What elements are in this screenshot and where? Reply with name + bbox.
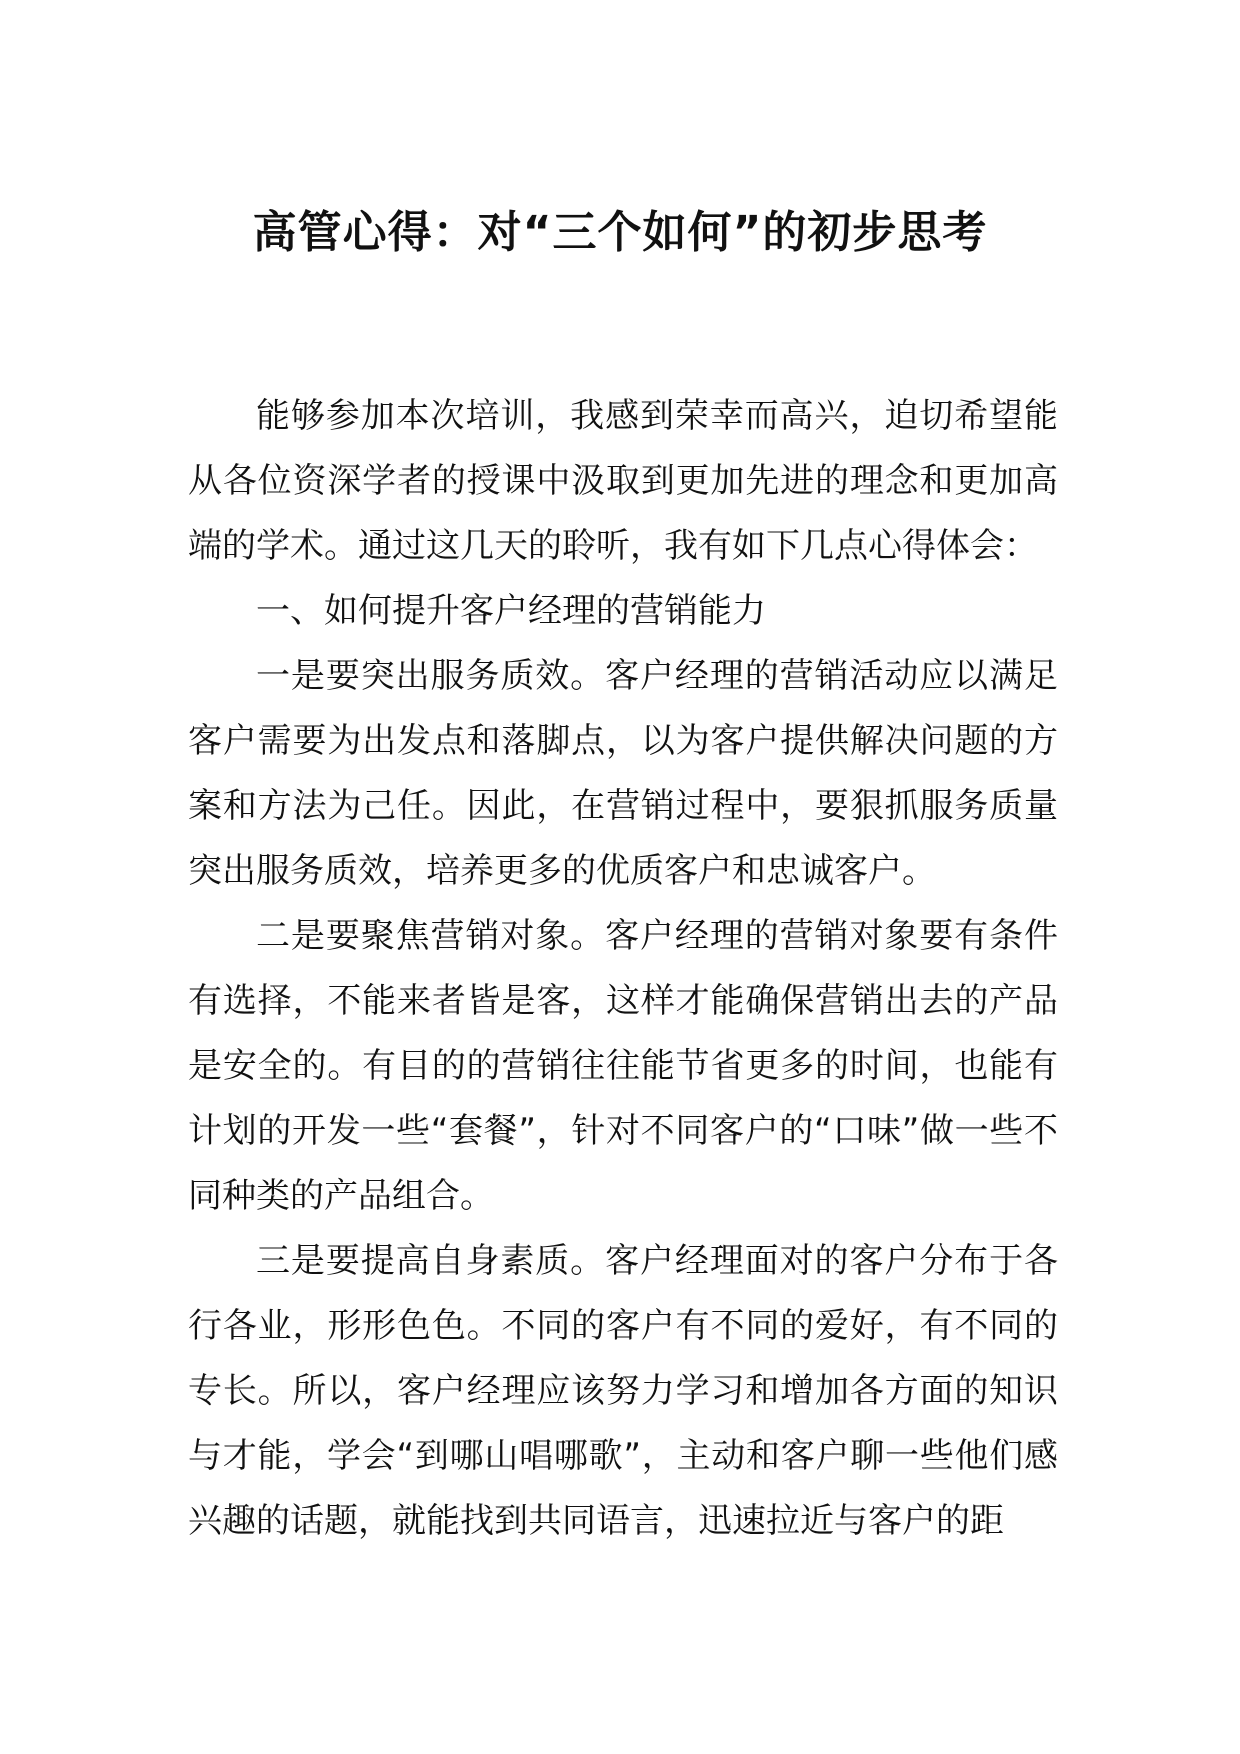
paragraph-intro: 能够参加本次培训，我感到荣幸而高兴，迫切希望能从各位资深学者的授课中汲取到更加先进的理念和更加高端的学术。通过这几天的聆听，我有如下几点心得体会： bbox=[188, 396, 1058, 566]
paragraph-point-1: 一是要突出服务质效。客户经理的营销活动应以满足客户需要为出发点和落脚点，以为客户提供解决问题的方案和方法为己任。因此，在营销过程中，要狠抓服务质量突出服务质效，培养更多的优质客户和忠诚客户。 bbox=[188, 656, 1058, 891]
document-title: 高管心得：对“三个如何”的初步思考 bbox=[252, 207, 988, 258]
paragraph-point-2: 二是要聚焦营销对象。客户经理的营销对象要有条件有选择，不能来者皆是客，这样才能确保营销出去的产品是安全的。有目的的营销往往能节省更多的时间，也能有计划的开发一些“套餐”，针对不同客户的“口味”做一些不同种类的产品组合。 bbox=[188, 916, 1058, 1216]
document-body bbox=[188, 384, 1058, 1554]
section-heading-1: 一、如何提升客户经理的营销能力 bbox=[256, 591, 766, 631]
paragraph-point-3: 三是要提高自身素质。客户经理面对的客户分布于各行各业，形形色色。不同的客户有不同的爱好，有不同的专长。所以，客户经理应该努力学习和增加各方面的知识与才能，学会“到哪山唱哪歌”，主动和客户聊一些他们感兴趣的话题，就能找到共同语言，迅速拉近与客户的距 bbox=[188, 1241, 1058, 1541]
